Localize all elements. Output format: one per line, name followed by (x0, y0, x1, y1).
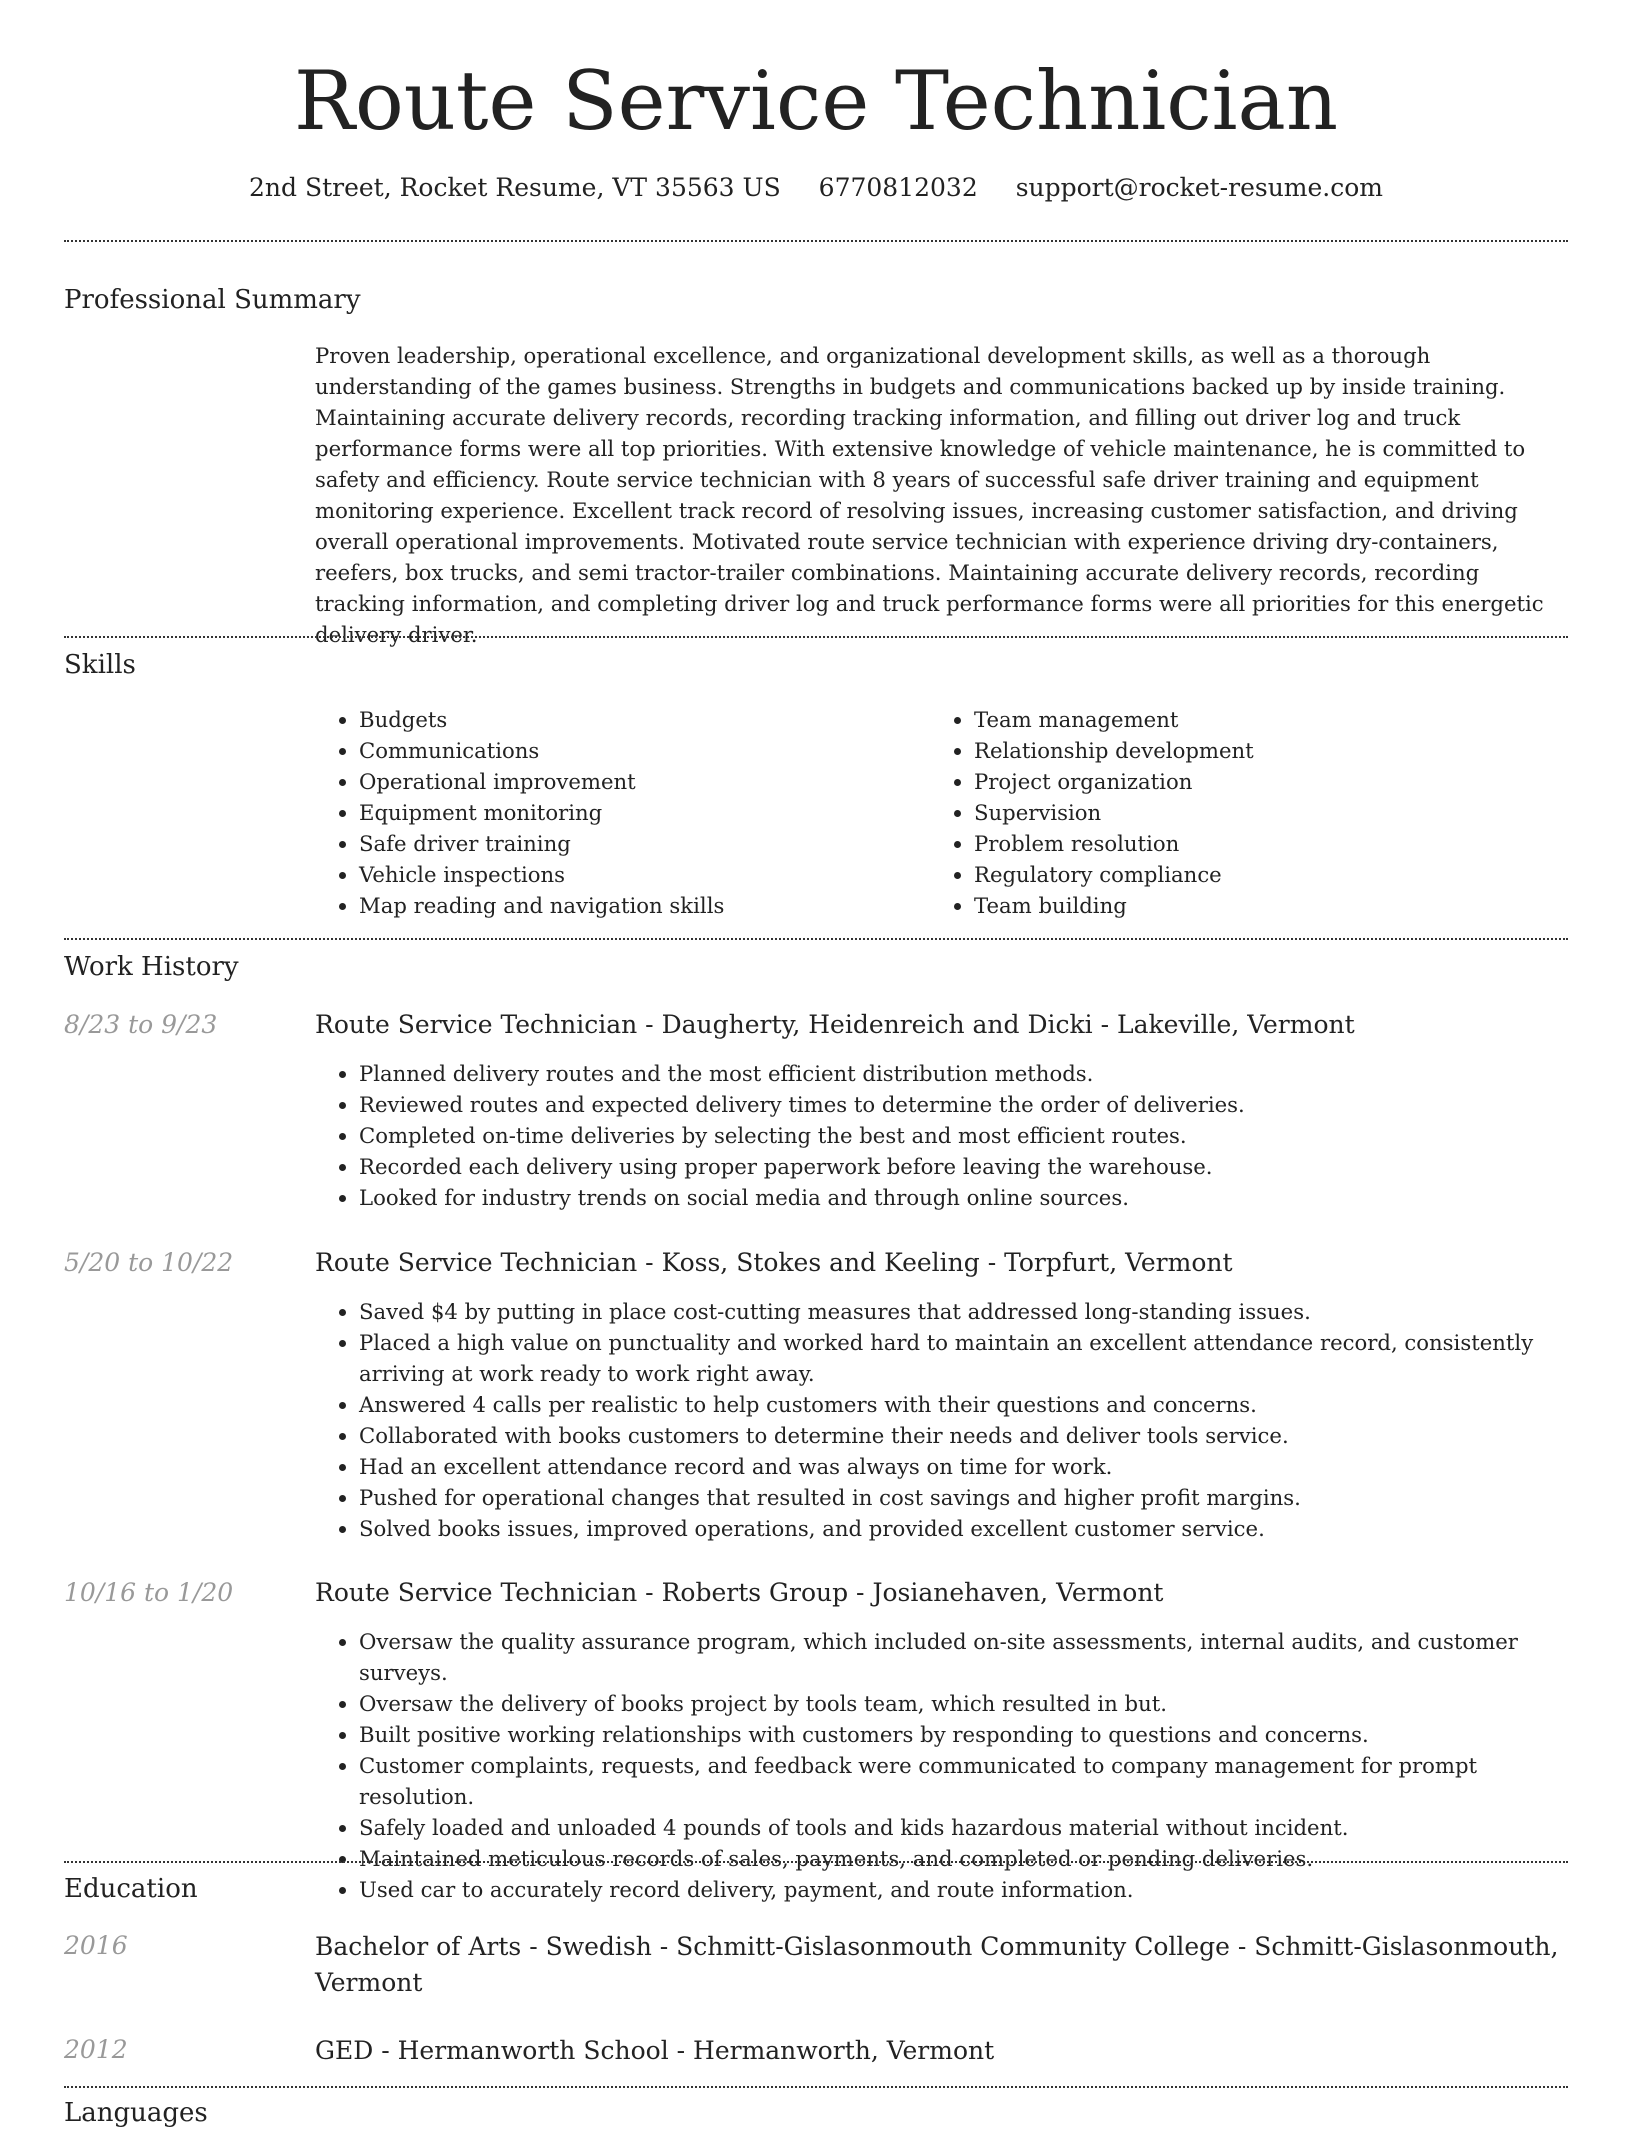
job-bullets (315, 1058, 1565, 1213)
job-bullets (315, 1296, 1565, 1544)
skill-item: • Operational improvement (359, 766, 915, 797)
skills-column-right (930, 704, 1550, 921)
education-entry: GED - Hermanworth School - Hermanworth, Vermont (315, 2036, 995, 2065)
skill-item: • Project organization (974, 766, 1550, 797)
job-bullet: • Built positive working relationships with customers by responding to questions and concerns. (359, 1719, 1565, 1750)
skill-item: • Problem resolution (974, 828, 1550, 859)
job-bullet: • Oversaw the quality assurance program, which included on-site assessments, internal audits, and customer surveys. (359, 1626, 1565, 1688)
job-bullet: • Safely loaded and unloaded 4 pounds of tools and kids hazardous material without incident. (359, 1812, 1565, 1843)
contact-email: support@rocket-resume.com (1015, 173, 1383, 202)
skill-item: • Relationship development (974, 735, 1550, 766)
job-bullet: • Customer complaints, requests, and feedback were communicated to company management for prompt resolution. (359, 1750, 1565, 1812)
skills-column-left (315, 704, 915, 921)
job-heading: Route Service Technician - Roberts Group - Josianehaven, Vermont (315, 1578, 1164, 1607)
skill-item: • Supervision (974, 797, 1550, 828)
contact-phone: 6770812032 (818, 173, 978, 202)
skill-item: • Budgets (359, 704, 915, 735)
contact-address: 2nd Street, Rocket Resume, VT 35563 US (249, 173, 781, 202)
summary-text: Proven leadership, operational excellence, and organizational development skills, as well as a thorough understanding of the games business. Strengths in budgets and communications backed up by inside training. Maintaining accurate delivery records, recording tracking information, and filling out driver log and truck performance forms were all top priorities. With extensive knowledge of vehicle maintenance, he is committed to safety and efficiency. Route service technician with 8 years of successful safe driver training and equipment monitoring experience. Excellent track record of resolving issues, increasing customer satisfaction, and driving overall operational improvements. Motivated route service technician with experience driving dry-containers, reefers, box trucks, and semi tractor-trailer combinations. Maintaining accurate delivery records, recording tracking information, and completing driver log and truck performance forms were all priorities for this energetic delivery driver. (315, 343, 1544, 647)
summary-heading: Professional Summary (64, 285, 361, 315)
job-dates: 8/23 to 9/23 (64, 1010, 218, 1039)
education-year: 2012 (64, 2035, 128, 2064)
job-bullet: • Maintained meticulous records of sales, payments, and completed or pending deliveries. (359, 1843, 1565, 1874)
job-title: Route Service Technician (315, 1248, 638, 1277)
job-bullet: • Solved books issues, improved operations, and provided excellent customer service. (359, 1513, 1565, 1544)
languages-heading: Languages (64, 2098, 208, 2128)
divider (64, 2086, 1568, 2088)
skills-heading: Skills (64, 650, 136, 680)
job-company: Roberts Group (661, 1578, 849, 1607)
job-bullet: • Oversaw the delivery of books project by tools team, which resulted in but. (359, 1688, 1565, 1719)
job-location: Josianehaven, Vermont (872, 1578, 1164, 1607)
skill-item: • Equipment monitoring (359, 797, 915, 828)
skill-item: • Safe driver training (359, 828, 915, 859)
job-location: Torpfurt, Vermont (1004, 1248, 1233, 1277)
job-bullet: • Used car to accurately record delivery, payment, and route information. (359, 1874, 1565, 1905)
job-bullet: • Placed a high value on punctuality and worked hard to maintain an excellent attendance record, consistently arriving at work ready to work right away. (359, 1327, 1565, 1389)
job-bullet: • Collaborated with books customers to determine their needs and deliver tools service. (359, 1420, 1565, 1451)
job-company: Daugherty, Heidenreich and Dicki (661, 1010, 1093, 1039)
skill-item: • Team building (974, 890, 1550, 921)
job-title: Route Service Technician (315, 1010, 638, 1039)
divider (64, 636, 1568, 638)
work-heading: Work History (64, 952, 239, 982)
job-bullet: • Reviewed routes and expected delivery times to determine the order of deliveries. (359, 1089, 1565, 1120)
job-heading: Route Service Technician - Daugherty, Heidenreich and Dicki - Lakeville, Vermont (315, 1010, 1355, 1039)
skill-item: • Map reading and navigation skills (359, 890, 915, 921)
divider (64, 240, 1568, 242)
job-bullet: • Saved $4 by putting in place cost-cutting measures that addressed long-standing issues. (359, 1296, 1565, 1327)
candidate-name: Route Service Technician (293, 55, 1339, 149)
education-entry: Bachelor of Arts - Swedish - Schmitt-Gislasonmouth Community College - Schmitt-Gislasonmouth, Vermont (315, 1932, 1559, 1997)
job-bullet: • Looked for industry trends on social media and through online sources. (359, 1182, 1565, 1213)
job-bullet: • Pushed for operational changes that resulted in cost savings and higher profit margins. (359, 1482, 1565, 1513)
contact-line (0, 170, 1632, 206)
education-year: 2016 (64, 1931, 128, 1960)
job-heading: Route Service Technician - Koss, Stokes and Keeling - Torpfurt, Vermont (315, 1248, 1233, 1277)
job-dates: 5/20 to 10/22 (64, 1248, 234, 1277)
job-company: Koss, Stokes and Keeling (661, 1248, 980, 1277)
skill-item: • Vehicle inspections (359, 859, 915, 890)
skill-item: • Team management (974, 704, 1550, 735)
skill-item: • Communications (359, 735, 915, 766)
job-title: Route Service Technician (315, 1578, 638, 1607)
skill-item: • Regulatory compliance (974, 859, 1550, 890)
job-bullet: • Answered 4 calls per realistic to help customers with their questions and concerns. (359, 1389, 1565, 1420)
job-bullets (315, 1626, 1565, 1905)
divider (64, 938, 1568, 940)
job-bullet: • Completed on-time deliveries by selecting the best and most efficient routes. (359, 1120, 1565, 1151)
job-bullet: • Had an excellent attendance record and was always on time for work. (359, 1451, 1565, 1482)
job-bullet: • Planned delivery routes and the most efficient distribution methods. (359, 1058, 1565, 1089)
divider (64, 1861, 1568, 1863)
job-location: Lakeville, Vermont (1117, 1010, 1355, 1039)
job-dates: 10/16 to 1/20 (64, 1578, 234, 1607)
job-bullet: • Recorded each delivery using proper paperwork before leaving the warehouse. (359, 1151, 1565, 1182)
education-heading: Education (64, 1874, 198, 1904)
